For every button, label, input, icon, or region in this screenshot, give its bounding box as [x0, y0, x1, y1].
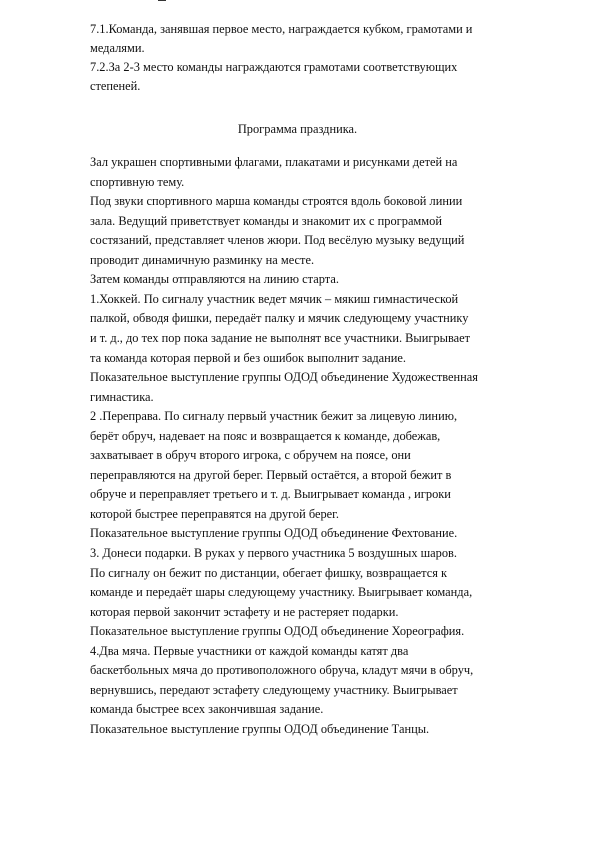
body-line: 3. Донеси подарки. В руках у первого участника 5 воздушных шаров.	[90, 546, 458, 560]
reward-line-3: 7.2.За 2-3 место команды награждаются грамотами соответствующих	[90, 60, 458, 74]
body-line: Показательное выступление группы ОДОД объединение Художественная	[90, 370, 479, 385]
reward-line-2: медалями.	[90, 41, 145, 55]
body-line: берёт обруч, надевает на пояс и возвращается к команде, добежав,	[90, 428, 441, 443]
body-line: Под звуки спортивного марша команды строятся вдоль боковой линии	[90, 194, 463, 209]
body-line: Показательное выступление группы ОДОД объединение Танцы.	[90, 721, 430, 736]
body-line: спортивную тему.	[90, 174, 185, 189]
body-line: проводит динамичную разминку на месте.	[90, 252, 315, 267]
reward-line-4: степеней.	[90, 79, 141, 93]
body-line: Зал украшен спортивными флагами, плакатами и рисунками детей на	[90, 155, 458, 169]
body-line: состязаний, представляет членов жюри. Под весёлую музыку ведущий	[90, 233, 465, 248]
body-line: Показательное выступление группы ОДОД объединение Фехтование.	[90, 526, 458, 541]
program-title: Программа праздника.	[237, 122, 358, 136]
body-line: 2 .Переправа. По сигналу первый участник бежит за лицевую линию,	[90, 409, 458, 424]
body-line: захватывает в обруч второго игрока, с обручем на поясе, они	[90, 448, 411, 463]
reward-line-1: 7.1.Команда, занявшая первое место, награждается кубком, грамотами и	[90, 22, 473, 36]
body-line: та команда которая первой и без ошибок выполнит задание.	[90, 350, 407, 365]
body-line: По сигналу он бежит по дистанции, обегает фишку, возвращается к	[90, 565, 448, 580]
body-line: зала. Ведущий приветствует команды и знакомит их с программой	[90, 213, 442, 228]
body-line: Показательное выступление группы ОДОД объединение Хореография.	[90, 624, 465, 639]
body-line: обруче и переправляет третьего и т. д. Выигрывает команда , игроки	[90, 487, 451, 502]
body-line: переправляются на другой берег. Первый остаётся, а второй бежит в	[90, 467, 452, 482]
body-line: которой быстрее переправятся на другой берег.	[90, 506, 339, 521]
body-line: команде и передаёт шары следующему участнику. Выигрывает команда,	[90, 585, 473, 600]
body-line: Затем команды отправляются на линию старта.	[90, 272, 339, 287]
body-line: которая первой закончит эстафету и не растеряет подарки.	[90, 604, 399, 619]
body-line: и т. д., до тех пор пока задание не выполнят все участники. Выигрывает	[90, 330, 471, 345]
body-line: 4.Два мяча. Первые участники от каждой команды катят два	[90, 643, 409, 658]
body-line: вернувшись, передают эстафету следующему участнику. Выигрывает	[90, 682, 458, 697]
body-line: палкой, обводя фишки, передаёт палку и мячик следующему участнику	[90, 311, 469, 326]
body-line: команда быстрее всех закончившая задание.	[90, 702, 324, 717]
top-dash-mark	[158, 0, 166, 1]
body-line: 1.Хоккей. По сигналу участник ведет мячик – мякиш гимнастической	[90, 291, 459, 306]
body-line: гимнастика.	[90, 389, 154, 404]
body-line: баскетбольных мяча до противоположного обруча, кладут мячи в обруч,	[90, 663, 474, 678]
